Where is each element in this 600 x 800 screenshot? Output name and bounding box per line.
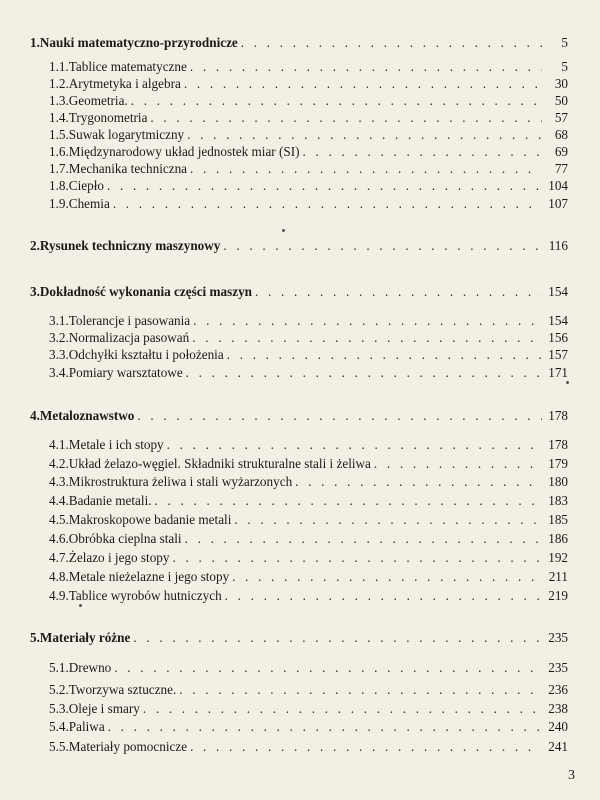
- toc-section-4-5[interactable]: [49, 512, 568, 528]
- toc-chapter-3[interactable]: [30, 284, 568, 300]
- toc-section-1-6[interactable]: [49, 144, 568, 160]
- toc-section-4-9[interactable]: [49, 588, 568, 604]
- section-page: 5: [561, 59, 568, 74]
- section-title: Geometria.: [68, 93, 128, 108]
- section-page: 69: [554, 144, 568, 159]
- section-page: 238: [548, 701, 568, 716]
- dot-leader: [190, 739, 542, 755]
- toc-section-5-2[interactable]: [49, 682, 568, 698]
- chapter-title: Metaloznawstwo: [39, 408, 135, 423]
- dot-leader: [232, 569, 542, 585]
- section-number: 1.8.: [49, 178, 69, 193]
- section-title: Mikrostruktura żeliwa i stali wyżarzonych: [68, 474, 293, 489]
- toc-section-1-3[interactable]: [49, 93, 568, 109]
- section-title: Suwak logarytmiczny: [68, 127, 185, 142]
- section-page: 180: [548, 474, 568, 489]
- section-number: 1.9.: [49, 196, 69, 211]
- toc-section-5-4[interactable]: [49, 719, 568, 735]
- section-title: Makroskopowe badanie metali: [68, 512, 232, 527]
- chapter-number: 2.: [30, 238, 40, 253]
- section-number: 5.2.: [49, 682, 69, 697]
- chapter-title: Materiały różne: [39, 630, 131, 645]
- toc-section-5-1[interactable]: [49, 660, 568, 676]
- section-number: 4.3.: [49, 474, 69, 489]
- chapter-number: 3.: [30, 284, 40, 299]
- section-title: Żelazo i jego stopy: [68, 550, 170, 565]
- section-number: 3.2.: [49, 330, 69, 345]
- section-title: Ciepło: [68, 178, 104, 193]
- toc-section-1-9[interactable]: [49, 196, 568, 212]
- dot-leader: [192, 330, 542, 346]
- section-page: 211: [548, 569, 568, 584]
- print-speck: [79, 604, 82, 607]
- section-page: 219: [548, 588, 568, 603]
- toc-section-3-4[interactable]: [49, 365, 568, 381]
- dot-leader: [295, 474, 542, 490]
- section-page: 57: [554, 110, 568, 125]
- dot-leader: [374, 456, 542, 472]
- section-title: Tolerancje i pasowania: [68, 313, 191, 328]
- section-page: 77: [554, 161, 568, 176]
- toc-section-1-7[interactable]: [49, 161, 568, 177]
- section-number: 1.5.: [49, 127, 69, 142]
- dot-leader: [114, 660, 542, 676]
- section-number: 4.4.: [49, 493, 69, 508]
- dot-leader: [150, 110, 542, 126]
- section-title: Badanie metali.: [68, 493, 152, 508]
- section-page: 241: [548, 739, 568, 754]
- toc-chapter-5[interactable]: [30, 630, 568, 646]
- chapter-page: 154: [548, 284, 568, 299]
- dot-leader: [255, 284, 542, 300]
- section-number: 5.5.: [49, 739, 69, 754]
- dot-leader: [187, 127, 542, 143]
- toc-section-5-3[interactable]: [49, 701, 568, 717]
- chapter-page: 178: [548, 408, 568, 423]
- section-page: 50: [554, 93, 568, 108]
- dot-leader: [179, 682, 542, 698]
- dot-leader: [303, 144, 542, 160]
- toc-section-4-4[interactable]: [49, 493, 568, 509]
- section-page: 186: [548, 531, 568, 546]
- section-page: 68: [554, 127, 568, 142]
- section-number: 4.9.: [49, 588, 69, 603]
- section-number: 4.2.: [49, 456, 69, 471]
- toc-section-4-1[interactable]: [49, 437, 568, 453]
- chapter-title: Nauki matematyczno-przyrodnicze: [39, 35, 238, 50]
- section-title: Tworzywa sztuczne.: [68, 682, 177, 697]
- section-number: 4.6.: [49, 531, 69, 546]
- section-number: 3.3.: [49, 347, 69, 362]
- section-page: 30: [554, 76, 568, 91]
- toc-section-4-6[interactable]: [49, 531, 568, 547]
- dot-leader: [185, 531, 542, 547]
- section-page: 185: [548, 512, 568, 527]
- section-title: Pomiary warsztatowe: [68, 365, 183, 380]
- toc-section-1-1[interactable]: [49, 59, 568, 75]
- section-title: Normalizacja pasowań: [68, 330, 190, 345]
- section-number: 3.1.: [49, 313, 69, 328]
- dot-leader: [234, 512, 542, 528]
- section-title: Oleje i smary: [68, 701, 140, 716]
- section-number: 5.3.: [49, 701, 69, 716]
- chapter-number: 1.: [30, 35, 40, 50]
- section-number: 4.8.: [49, 569, 69, 584]
- section-title: Metale nieżelazne i jego stopy: [68, 569, 230, 584]
- section-title: Materiały pomocnicze: [68, 739, 188, 754]
- toc-chapter-1[interactable]: [30, 35, 568, 51]
- section-page: 156: [548, 330, 568, 345]
- chapter-title: Dokładność wykonania części maszyn: [39, 284, 253, 299]
- section-title: Metale i ich stopy: [68, 437, 164, 452]
- section-number: 1.4.: [49, 110, 69, 125]
- section-page: 235: [548, 660, 568, 675]
- toc-section-4-8[interactable]: [49, 569, 568, 585]
- section-number: 1.2.: [49, 76, 69, 91]
- section-title: Obróbka cieplna stali: [68, 531, 182, 546]
- section-number: 5.4.: [49, 719, 69, 734]
- dot-leader: [155, 493, 542, 509]
- section-title: Układ żelazo-węgiel. Składniki strukturalne stali i żeliwa: [68, 456, 371, 471]
- section-page: 154: [548, 313, 568, 328]
- chapter-page: 5: [561, 35, 568, 50]
- section-title: Międzynarodowy układ jednostek miar (SI): [68, 144, 300, 159]
- section-title: Tablice matematyczne: [68, 59, 187, 74]
- dot-leader: [227, 347, 542, 363]
- section-number: 4.7.: [49, 550, 69, 565]
- chapter-number: 5.: [30, 630, 40, 645]
- toc-chapter-2[interactable]: [30, 238, 568, 254]
- toc-section-4-3[interactable]: [49, 474, 568, 490]
- section-page: 179: [548, 456, 568, 471]
- section-page: 178: [548, 437, 568, 452]
- section-title: Odchyłki kształtu i położenia: [68, 347, 224, 362]
- toc-section-1-2[interactable]: [49, 76, 568, 92]
- section-page: 104: [548, 178, 568, 193]
- toc-section-3-1[interactable]: [49, 313, 568, 329]
- section-page: 192: [548, 550, 568, 565]
- chapter-page: 235: [548, 630, 568, 645]
- section-number: 4.5.: [49, 512, 69, 527]
- print-speck: [282, 229, 285, 232]
- dot-leader: [131, 93, 542, 109]
- dot-leader: [113, 196, 542, 212]
- section-number: 1.3.: [49, 93, 69, 108]
- toc-section-4-7[interactable]: [49, 550, 568, 566]
- section-title: Trygonometria: [68, 110, 148, 125]
- toc-section-4-2[interactable]: [49, 456, 568, 472]
- section-page: 107: [548, 196, 568, 211]
- section-title: Paliwa: [68, 719, 105, 734]
- toc-section-1-5[interactable]: [49, 127, 568, 143]
- section-title: Chemia: [68, 196, 110, 211]
- section-page: 240: [548, 719, 568, 734]
- dot-leader: [108, 719, 542, 735]
- dot-leader: [184, 76, 542, 92]
- section-page: 171: [548, 365, 568, 380]
- page-number: 3: [568, 768, 575, 783]
- dot-leader: [173, 550, 543, 566]
- section-title: Drewno: [68, 660, 112, 675]
- section-page: 183: [548, 493, 568, 508]
- toc-section-1-4[interactable]: [49, 110, 568, 126]
- section-number: 1.1.: [49, 59, 69, 74]
- dot-leader: [225, 588, 542, 604]
- section-page: 236: [548, 682, 568, 697]
- section-number: 4.1.: [49, 437, 69, 452]
- dot-leader: [190, 161, 542, 177]
- dot-leader: [190, 59, 542, 75]
- toc-section-5-5[interactable]: [49, 739, 568, 755]
- section-page: 157: [548, 347, 568, 362]
- dot-leader: [143, 701, 542, 717]
- toc-section-1-8[interactable]: [49, 178, 568, 194]
- dot-leader: [241, 35, 542, 51]
- dot-leader: [186, 365, 542, 381]
- dot-leader: [107, 178, 542, 194]
- dot-leader: [193, 313, 542, 329]
- dot-leader: [223, 238, 542, 254]
- section-title: Arytmetyka i algebra: [68, 76, 181, 91]
- section-number: 3.4.: [49, 365, 69, 380]
- section-number: 5.1.: [49, 660, 69, 675]
- section-number: 1.7.: [49, 161, 69, 176]
- section-number: 1.6.: [49, 144, 69, 159]
- toc-section-3-3[interactable]: [49, 347, 568, 363]
- chapter-page: 116: [548, 238, 568, 253]
- dot-leader: [167, 437, 542, 453]
- toc-chapter-4[interactable]: [30, 408, 568, 424]
- section-title: Tablice wyrobów hutniczych: [68, 588, 222, 603]
- chapter-title: Rysunek techniczny maszynowy: [39, 238, 221, 253]
- dot-leader: [137, 408, 542, 424]
- dot-leader: [133, 630, 542, 646]
- print-speck: [566, 381, 569, 384]
- toc-section-3-2[interactable]: [49, 330, 568, 346]
- chapter-number: 4.: [30, 408, 40, 423]
- section-title: Mechanika techniczna: [68, 161, 188, 176]
